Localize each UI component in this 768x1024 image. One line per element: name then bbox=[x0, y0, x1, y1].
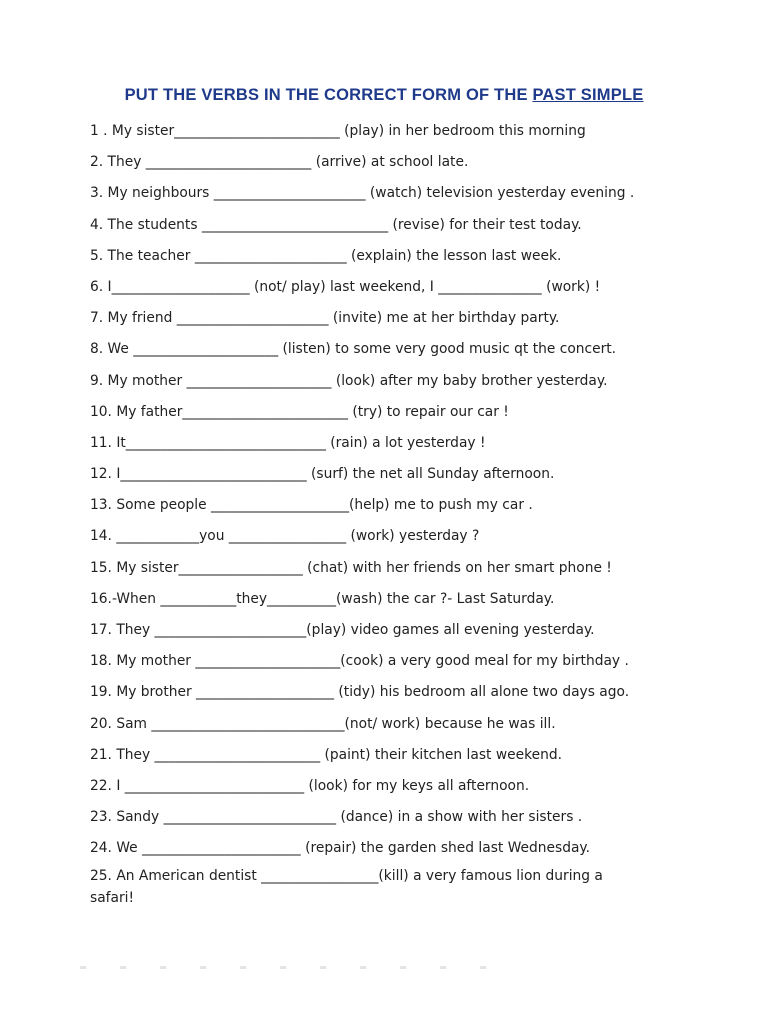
exercise-item-11: 11. It_____________________________ (rain) a lot yesterday ! bbox=[90, 434, 486, 451]
exercise-item-19: 19. My brother ____________________ (tidy) his bedroom all alone two days ago. bbox=[90, 684, 630, 701]
exercise-list bbox=[90, 116, 690, 909]
title-main: PUT THE VERBS IN THE CORRECT FORM OF THE bbox=[124, 86, 533, 104]
exercise-item-13: 13. Some people ____________________(help) me to push my car . bbox=[90, 497, 533, 514]
exercise-item-5: 5. The teacher ______________________ (explain) the lesson last week. bbox=[90, 247, 562, 264]
exercise-item-14: 14. ____________you _________________ (work) yesterday ? bbox=[90, 528, 480, 545]
exercise-item-3: 3. My neighbours ______________________ (watch) television yesterday evening . bbox=[90, 185, 635, 202]
exercise-item-18: 18. My mother _____________________(cook) a very good meal for my birthday . bbox=[90, 653, 629, 670]
exercise-item-17: 17. They ______________________(play) video games all evening yesterday. bbox=[90, 622, 595, 638]
worksheet-title bbox=[0, 86, 768, 105]
exercise-item-7: 7. My friend ______________________ (invite) me at her birthday party. bbox=[90, 310, 560, 327]
exercise-item-20: 20. Sam ____________________________(not/ work) because he was ill. bbox=[90, 715, 556, 732]
exercise-item-23: 23. Sandy _________________________ (dance) in a show with her sisters . bbox=[90, 809, 583, 826]
exercise-item-2: 2. They ________________________ (arrive) at school late. bbox=[90, 154, 469, 171]
exercise-item-4: 4. The students ___________________________ (revise) for their test today. bbox=[90, 216, 582, 233]
exercise-item-10: 10. My father________________________ (try) to repair our car ! bbox=[90, 403, 509, 420]
exercise-item-6: 6. I____________________ (not/ play) last weekend, I _______________ (work) ! bbox=[90, 278, 601, 295]
exercise-item-24: 24. We _______________________ (repair) the garden shed last Wednesday. bbox=[90, 840, 590, 857]
title-underlined: PAST SIMPLE bbox=[532, 86, 644, 104]
exercise-item-15: 15. My sister__________________ (chat) with her friends on her smart phone ! bbox=[90, 559, 612, 576]
exercise-item-16: 16.-When ___________they__________(wash) the car ?- Last Saturday. bbox=[90, 590, 555, 607]
exercise-item-25: 25. An American dentist _________________(kill) a very famous lion during a safari! bbox=[90, 867, 603, 906]
exercise-item-12: 12. I___________________________ (surf) the net all Sunday afternoon. bbox=[90, 466, 555, 483]
exercise-item-8: 8. We _____________________ (listen) to some very good music qt the concert. bbox=[90, 341, 617, 358]
exercise-item-9: 9. My mother _____________________ (look) after my baby brother yesterday. bbox=[90, 372, 608, 389]
exercise-item-21: 21. They ________________________ (paint) their kitchen last weekend. bbox=[90, 746, 562, 763]
exercise-item-22: 22. I __________________________ (look) for my keys all afternoon. bbox=[90, 777, 530, 794]
exercise-item-1: 1 . My sister________________________ (play) in her bedroom this morning bbox=[90, 123, 586, 139]
faded-footer-line bbox=[80, 966, 520, 969]
